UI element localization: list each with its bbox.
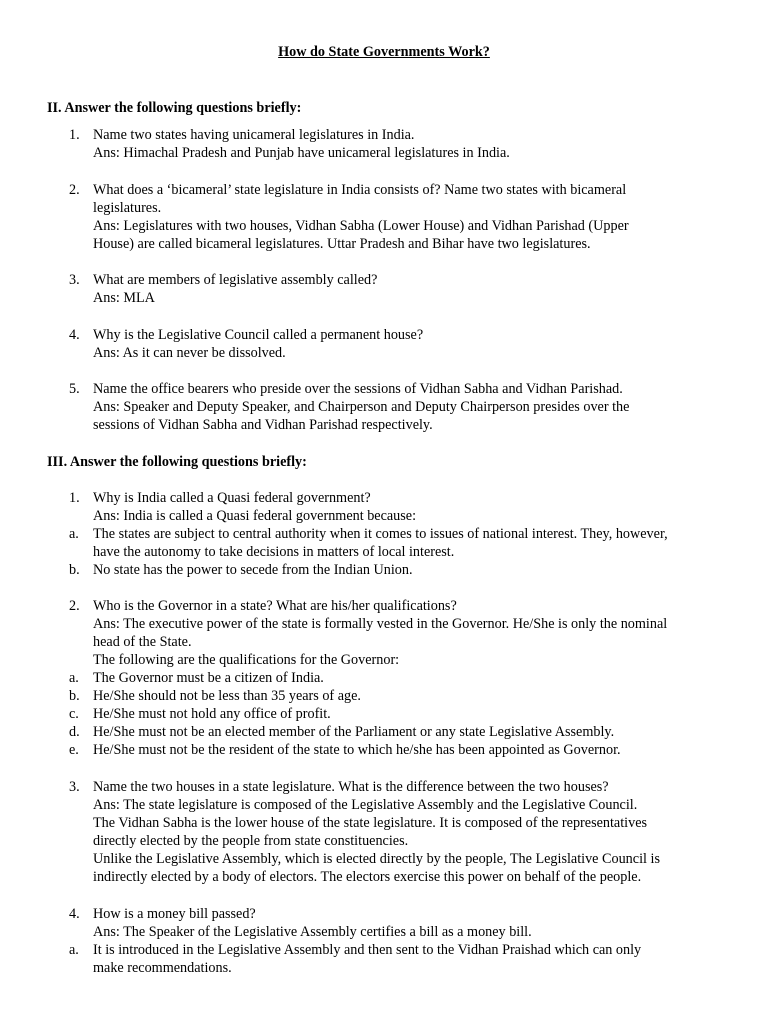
list-item-text: The Governor must be a citizen of India. <box>93 670 324 686</box>
question-text: What does a ‘bicameral’ state legislature in India consists of? Name two states with bicameral <box>93 182 627 198</box>
answer-text: House) are called bicameral legislatures. Uttar Pradesh and Bihar have two legislatures. <box>93 236 591 252</box>
list-item-text: He/She must not be an elected member of the Parliament or any state Legislative Assembly. <box>93 724 615 740</box>
section-2-heading: II. Answer the following questions briefly: <box>47 100 302 116</box>
question-text: Name the two houses in a state legislature. What is the difference between the two houses? <box>93 779 609 795</box>
s3-question-3 <box>0 778 768 886</box>
question-number: 3. <box>69 779 80 795</box>
question-number: 2. <box>69 598 80 614</box>
answer-text: Ans: The executive power of the state is formally vested in the Governor. He/She is only the nominal <box>93 616 668 632</box>
answer-text: Ans: Legislatures with two houses, Vidhan Sabha (Lower House) and Vidhan Parishad (Upper <box>93 218 629 234</box>
list-marker: b. <box>69 688 80 704</box>
answer-text: indirectly elected by a body of electors. The electors exercise this power on behalf of the people. <box>93 869 642 885</box>
answer-text: directly elected by the people from state constituencies. <box>93 833 409 849</box>
answer-text: The Vidhan Sabha is the lower house of the state legislature. It is composed of the representatives <box>93 815 648 831</box>
question-text: Who is the Governor in a state? What are his/her qualifications? <box>93 598 457 614</box>
answer-text: Ans: Speaker and Deputy Speaker, and Chairperson and Deputy Chairperson presides over the <box>93 399 630 415</box>
question-text: What are members of legislative assembly called? <box>93 272 378 288</box>
list-marker: d. <box>69 724 80 740</box>
answer-text: Unlike the Legislative Assembly, which is elected directly by the people, The Legislative Council is <box>93 851 660 867</box>
s2-question-4 <box>0 326 768 362</box>
question-number: 1. <box>69 127 80 143</box>
list-marker: c. <box>69 706 79 722</box>
list-marker: a. <box>69 526 79 542</box>
question-number: 1. <box>69 490 80 506</box>
list-item-text: He/She must not be the resident of the state to which he/she has been appointed as Governor. <box>93 742 621 758</box>
answer-text: Ans: The Speaker of the Legislative Assembly certifies a bill as a money bill. <box>93 924 532 940</box>
s2-question-5 <box>0 380 768 434</box>
list-item-text: The states are subject to central authority when it comes to issues of national interest. They, however, <box>93 526 668 542</box>
question-text: legislatures. <box>93 200 162 216</box>
answer-text: head of the State. <box>93 634 192 650</box>
list-item-text: have the autonomy to take decisions in matters of local interest. <box>93 544 455 560</box>
list-marker: a. <box>69 942 79 958</box>
section-3-heading: III. Answer the following questions briefly: <box>47 454 307 470</box>
s3-question-2 <box>0 597 768 759</box>
answer-text: Ans: India is called a Quasi federal government because: <box>93 508 417 524</box>
question-number: 3. <box>69 272 80 288</box>
page-title: How do State Governments Work? <box>278 44 490 60</box>
list-item-text: No state has the power to secede from the Indian Union. <box>93 562 413 578</box>
question-number: 2. <box>69 182 80 198</box>
list-item-text: He/She should not be less than 35 years of age. <box>93 688 361 704</box>
answer-text: sessions of Vidhan Sabha and Vidhan Parishad respectively. <box>93 417 433 433</box>
answer-text: Ans: The state legislature is composed of the Legislative Assembly and the Legislative Council. <box>93 797 638 813</box>
answer-text: Ans: As it can never be dissolved. <box>93 345 286 361</box>
question-text: Why is India called a Quasi federal government? <box>93 490 371 506</box>
question-number: 4. <box>69 906 80 922</box>
question-text: Name two states having unicameral legislatures in India. <box>93 127 415 143</box>
s3-question-1 <box>0 489 768 579</box>
answer-text: The following are the qualifications for the Governor: <box>93 652 400 668</box>
list-marker: a. <box>69 670 79 686</box>
s3-question-4 <box>0 905 768 977</box>
s2-question-2 <box>0 181 768 253</box>
question-number: 4. <box>69 327 80 343</box>
list-item-text: He/She must not hold any office of profit. <box>93 706 331 722</box>
list-item-text: make recommendations. <box>93 960 232 976</box>
s2-question-1 <box>0 126 768 162</box>
question-text: Name the office bearers who preside over the sessions of Vidhan Sabha and Vidhan Parishad. <box>93 381 623 397</box>
s2-question-3 <box>0 271 768 307</box>
answer-text: Ans: MLA <box>93 290 155 306</box>
question-text: How is a money bill passed? <box>93 906 256 922</box>
list-item-text: It is introduced in the Legislative Assembly and then sent to the Vidhan Praishad which can only <box>93 942 642 958</box>
question-number: 5. <box>69 381 80 397</box>
list-marker: e. <box>69 742 79 758</box>
answer-text: Ans: Himachal Pradesh and Punjab have unicameral legislatures in India. <box>93 145 510 161</box>
question-text: Why is the Legislative Council called a permanent house? <box>93 327 424 343</box>
list-marker: b. <box>69 562 80 578</box>
